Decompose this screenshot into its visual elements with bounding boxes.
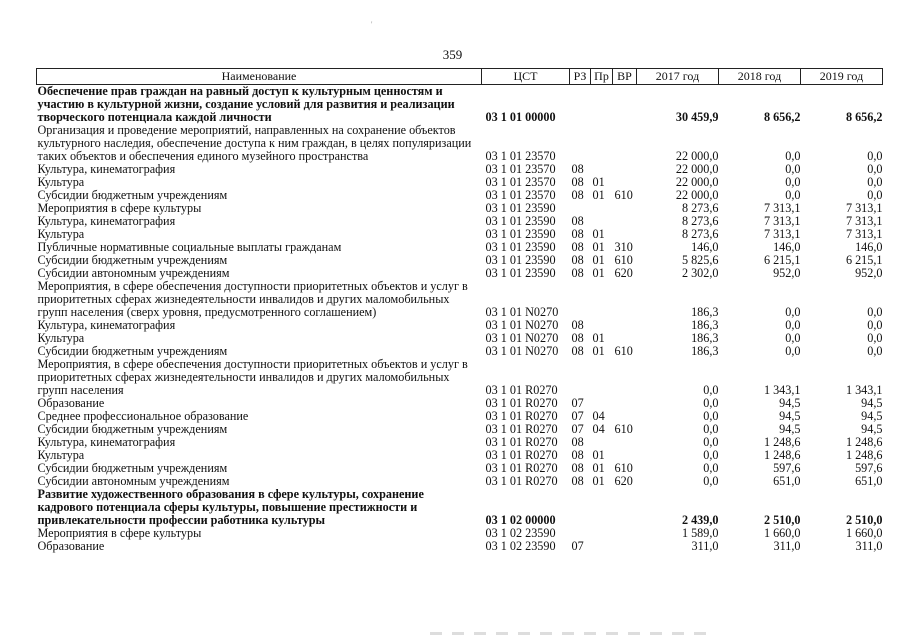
row-rz: 08 [571,240,584,254]
header-name: Наименование [37,69,482,85]
row-2017: 2 439,0 [681,513,719,527]
row-cst: 03 1 01 23590 [485,253,556,267]
row-2018: 0,0 [785,344,801,358]
row-vr [613,319,637,332]
row-vr [613,488,637,527]
row-cst: 03 1 01 23570 [485,149,556,163]
row-vr [613,163,637,176]
row-rz [570,124,591,163]
row-vr [613,124,637,163]
row-rz: 08 [571,188,584,202]
row-2018: 0,0 [785,188,801,202]
row-vr [613,540,637,553]
row-pr [591,358,613,397]
row-cst: 03 1 01 23590 [485,201,556,215]
row-rz [570,358,591,397]
row-2019: 651,0 [855,474,883,488]
row-name: Субсидии бюджетным учреждениям [37,344,228,358]
row-2017: 0,0 [703,448,719,462]
scan-artifact [430,632,710,635]
row-2019: 0,0 [867,162,883,176]
row-cst: 03 1 01 23590 [485,240,556,254]
row-2017: 22 000,0 [675,188,719,202]
row-name: Культура, кинематография [37,162,176,176]
row-rz: 08 [571,253,584,267]
row-2017: 0,0 [703,396,719,410]
row-2018: 1 343,1 [763,383,801,397]
row-rz: 07 [571,409,584,423]
table-row [37,436,883,449]
row-rz [570,280,591,319]
row-2018: 8 656,2 [763,110,801,124]
row-2017: 0,0 [703,435,719,449]
row-name: Культура [37,448,85,462]
row-cst: 03 1 01 R0270 [485,396,558,410]
row-rz: 08 [571,344,584,358]
table-header [37,69,883,85]
row-2018: 1 248,6 [763,448,801,462]
row-2018: 6 215,1 [763,253,801,267]
row-2018: 0,0 [785,331,801,345]
row-2017: 0,0 [703,409,719,423]
row-vr [613,436,637,449]
row-rz: 08 [571,448,584,462]
scan-mark: ' [371,20,373,29]
row-2019: 2 510,0 [845,513,883,527]
table-row [37,527,883,540]
row-2017: 30 459,9 [675,110,719,124]
row-name: Мероприятия, в сфере обеспечения доступности приоритетных объектов и услуг в приоритетных сферах жизнедеятельности инвалидов и других маломобильных групп населения (сверх уровня, предусмотренного соглашением) [37,279,468,319]
row-cst: 03 1 01 23570 [485,175,556,189]
row-2019: 7 313,1 [845,214,883,228]
row-cst: 03 1 01 R0270 [485,435,558,449]
row-vr [613,85,637,125]
row-name: Культура, кинематография [37,214,176,228]
row-2019: 952,0 [855,266,883,280]
row-name: Мероприятия, в сфере обеспечения доступности приоритетных объектов и услуг в приоритетных сферах жизнедеятельности инвалидов и других маломобильных групп населения [37,357,468,397]
row-name: Обеспечение прав граждан на равный доступ к культурным ценностям и участию в культурной жизни, создание условий для развития и реализации творческого потенциала каждой личности [37,84,455,124]
row-2017: 1 589,0 [681,526,719,540]
row-2018: 0,0 [785,318,801,332]
row-rz [570,85,591,125]
row-pr: 01 [592,240,605,254]
row-cst: 03 1 02 23590 [485,526,556,540]
row-rz: 08 [571,474,584,488]
row-2017: 22 000,0 [675,162,719,176]
row-2019: 0,0 [867,188,883,202]
row-pr [591,488,613,527]
row-cst: 03 1 01 R0270 [485,461,558,475]
row-rz: 08 [571,266,584,280]
row-2018: 94,5 [779,422,801,436]
row-vr: 610 [614,422,633,436]
row-name: Культура, кинематография [37,435,176,449]
row-2019: 0,0 [867,305,883,319]
row-rz: 08 [571,331,584,345]
row-2019: 146,0 [855,240,883,254]
row-2019: 8 656,2 [845,110,883,124]
row-2019: 1 248,6 [845,448,883,462]
header-pr: Пр [591,69,613,85]
row-2019: 7 313,1 [845,227,883,241]
row-rz: 08 [571,318,584,332]
row-cst: 03 1 02 23590 [485,539,556,553]
row-2017: 186,3 [691,344,719,358]
row-cst: 03 1 01 23570 [485,162,556,176]
table-row [37,488,883,527]
row-name: Культура, кинематография [37,318,176,332]
row-cst: 03 1 01 R0270 [485,422,558,436]
row-2017: 8 273,6 [681,214,719,228]
row-2018: 146,0 [773,240,801,254]
row-cst: 03 1 01 R0270 [485,448,558,462]
row-2017: 146,0 [691,240,719,254]
row-2018: 0,0 [785,175,801,189]
row-pr [591,280,613,319]
row-vr: 620 [614,474,633,488]
row-2018: 0,0 [785,162,801,176]
row-name: Организация и проведение мероприятий, направленных на сохранение объектов культурного наследия, обеспечение доступа к ним граждан, в целях популяризации таких объектов и обеспечения единого музейного пространства [37,123,472,163]
row-vr [613,358,637,397]
row-2019: 1 660,0 [845,526,883,540]
table-row [37,85,883,125]
row-rz: 07 [571,539,584,553]
row-cst: 03 1 02 00000 [485,513,556,527]
row-pr: 01 [592,448,605,462]
row-rz: 08 [571,162,584,176]
row-2018: 0,0 [785,149,801,163]
row-pr: 01 [592,344,605,358]
row-2019: 94,5 [861,422,883,436]
row-2017: 186,3 [691,331,719,345]
row-2017: 5 825,6 [681,253,719,267]
row-name: Развитие художественного образования в сфере культуры, сохранение кадрового потенциала сферы культуры, повышение престижности и привлекательности профессии работника культуры [37,487,424,527]
table-row [37,163,883,176]
row-name: Культура [37,227,85,241]
row-cst: 03 1 01 R0270 [485,383,558,397]
row-vr: 610 [614,188,633,202]
row-2019: 0,0 [867,331,883,345]
row-rz: 07 [571,422,584,436]
row-vr [613,215,637,228]
row-2017: 186,3 [691,305,719,319]
row-pr: 01 [592,461,605,475]
table-row [37,124,883,163]
row-pr: 04 [592,422,605,436]
row-2017: 2 302,0 [681,266,719,280]
row-vr: 610 [614,461,633,475]
row-pr: 01 [592,175,605,189]
row-2019: 94,5 [861,409,883,423]
row-cst: 03 1 01 23590 [485,227,556,241]
row-2018: 7 313,1 [763,214,801,228]
row-2018: 1 660,0 [763,526,801,540]
row-2019: 0,0 [867,149,883,163]
row-2017: 186,3 [691,318,719,332]
row-2018: 597,6 [773,461,801,475]
row-vr: 610 [614,344,633,358]
header-2019: 2019 год [801,69,883,85]
row-rz: 08 [571,227,584,241]
header-rz: РЗ [570,69,591,85]
row-pr [591,202,613,215]
row-2017: 22 000,0 [675,149,719,163]
table-body [37,85,883,554]
row-cst: 03 1 01 R0270 [485,474,558,488]
table-row [37,280,883,319]
row-cst: 03 1 01 N0270 [485,318,559,332]
row-2018: 7 313,1 [763,201,801,215]
row-pr: 01 [592,474,605,488]
row-cst: 03 1 01 N0270 [485,331,559,345]
row-cst: 03 1 01 23590 [485,214,556,228]
row-vr: 620 [614,266,633,280]
row-2019: 7 313,1 [845,201,883,215]
row-name: Субсидии бюджетным учреждениям [37,461,228,475]
row-cst: 03 1 01 N0270 [485,344,559,358]
row-2017: 0,0 [703,474,719,488]
row-pr [591,527,613,540]
row-2018: 311,0 [773,539,801,553]
row-name: Образование [37,396,105,410]
row-name: Среднее профессиональное образование [37,409,249,423]
row-name: Мероприятия в сфере культуры [37,526,202,540]
row-vr: 610 [614,253,633,267]
row-cst: 03 1 01 23570 [485,188,556,202]
row-cst: 03 1 01 00000 [485,110,556,124]
row-vr [613,397,637,410]
row-name: Публичные нормативные социальные выплаты гражданам [37,240,342,254]
row-2019: 94,5 [861,396,883,410]
row-pr [591,124,613,163]
row-2017: 8 273,6 [681,227,719,241]
row-2017: 0,0 [703,422,719,436]
row-2018: 1 248,6 [763,435,801,449]
row-pr: 01 [592,266,605,280]
header-2017: 2017 год [637,69,719,85]
row-rz [570,488,591,527]
row-2018: 651,0 [773,474,801,488]
row-pr: 01 [592,331,605,345]
row-name: Культура [37,331,85,345]
row-rz: 08 [571,435,584,449]
table-row [37,215,883,228]
page-number: 359 [442,47,463,62]
table-row [37,358,883,397]
row-rz: 07 [571,396,584,410]
row-2017: 311,0 [691,539,719,553]
row-cst: 03 1 01 23590 [485,266,556,280]
row-name: Субсидии бюджетным учреждениям [37,253,228,267]
row-2019: 0,0 [867,344,883,358]
row-2018: 94,5 [779,409,801,423]
row-2018: 952,0 [773,266,801,280]
row-cst: 03 1 01 N0270 [485,305,559,319]
row-2019: 1 343,1 [845,383,883,397]
header-vr: ВР [613,69,637,85]
row-2018: 94,5 [779,396,801,410]
row-pr: 04 [592,409,605,423]
header-2018: 2018 год [719,69,801,85]
table-row [37,540,883,553]
row-vr [613,527,637,540]
row-name: Мероприятия в сфере культуры [37,201,202,215]
row-2017: 0,0 [703,383,719,397]
row-vr: 310 [614,240,633,254]
row-cst: 03 1 01 R0270 [485,409,558,423]
row-pr: 01 [592,227,605,241]
row-2018: 7 313,1 [763,227,801,241]
row-vr [613,202,637,215]
budget-table [36,68,883,553]
row-2019: 311,0 [855,539,883,553]
row-name: Субсидии автономным учреждениям [37,474,230,488]
row-rz: 08 [571,175,584,189]
row-2017: 22 000,0 [675,175,719,189]
row-pr [591,540,613,553]
row-name: Культура [37,175,85,189]
row-name: Субсидии автономным учреждениям [37,266,230,280]
row-2018: 0,0 [785,305,801,319]
table-row [37,319,883,332]
row-pr: 01 [592,253,605,267]
row-name: Образование [37,539,105,553]
row-name: Субсидии бюджетным учреждениям [37,422,228,436]
row-2019: 597,6 [855,461,883,475]
row-pr: 01 [592,188,605,202]
row-2017: 8 273,6 [681,201,719,215]
row-rz: 08 [571,214,584,228]
row-2019: 1 248,6 [845,435,883,449]
row-2017: 0,0 [703,461,719,475]
row-name: Субсидии бюджетным учреждениям [37,188,228,202]
header-cst: ЦСТ [482,69,570,85]
row-pr [591,85,613,125]
row-2019: 0,0 [867,175,883,189]
row-vr [613,280,637,319]
row-rz: 08 [571,461,584,475]
row-2019: 6 215,1 [845,253,883,267]
row-2018: 2 510,0 [763,513,801,527]
row-2019: 0,0 [867,318,883,332]
